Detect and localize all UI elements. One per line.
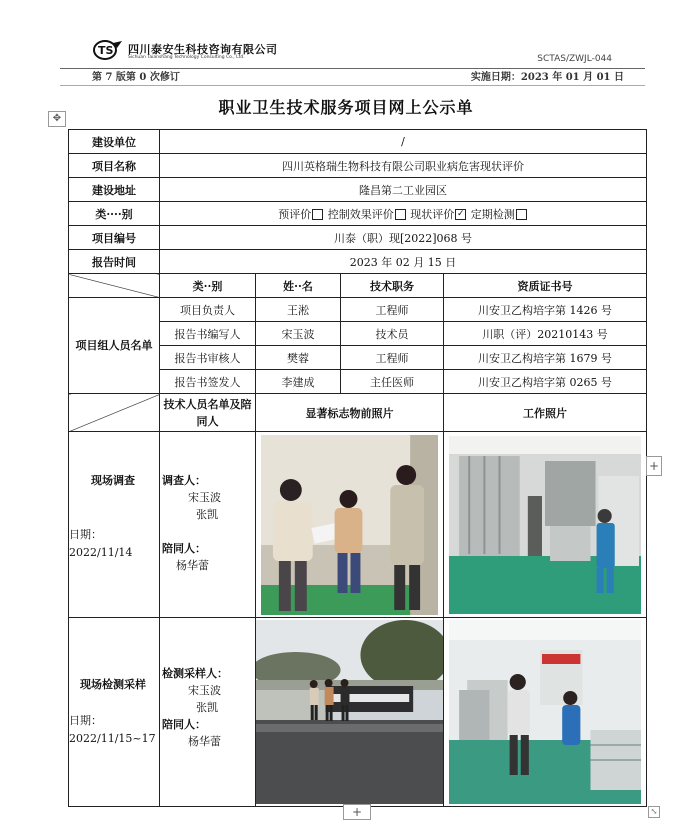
staff-role: 报告书审核人: [160, 346, 256, 370]
work-photo-sampling: [449, 620, 641, 804]
project-name-value: 四川英格瑞生物科技有限公司职业病危害现状评价: [160, 154, 647, 178]
samplers-label: 检测采样人：: [162, 667, 228, 680]
staff-title: 工程师: [341, 346, 444, 370]
work-photo-cell: [444, 618, 647, 807]
site-sampling-date-label: 日期：: [69, 714, 102, 727]
landmark-photo-sampling: [256, 620, 443, 804]
companion-name: 杨华蕾: [176, 559, 209, 572]
build-unit-value: /: [160, 130, 647, 154]
tech-staff-header: 技术人员名单及陪同人: [160, 394, 256, 432]
work-photo-survey: [449, 436, 641, 614]
investigators-label: 调查人：: [162, 474, 206, 487]
project-name-label: 项目名称: [69, 154, 160, 178]
cat-periodic-label: 定期检测: [470, 207, 515, 221]
staff-role: 报告书签发人: [160, 370, 256, 394]
sampler-name: 张凯: [196, 701, 218, 714]
site-survey-date-label: 日期：: [69, 528, 102, 541]
companion-label: 陪同人：: [162, 542, 206, 555]
table-resize-icon[interactable]: ⤡: [648, 806, 660, 818]
staff-name: 李建成: [256, 370, 341, 394]
cat-control-label: 控制效果评价: [327, 207, 394, 221]
report-time-value: 2023 年 02 月 15 日: [160, 250, 647, 274]
site-survey-label: 现场调查: [91, 474, 135, 487]
work-photo-cell: [444, 432, 647, 618]
row-project-name: [69, 154, 647, 178]
company-name-cn: 四川泰安生科技咨询有限公司: [128, 43, 278, 56]
sampler-name: 宋玉波: [188, 684, 221, 697]
add-row-icon[interactable]: +: [343, 804, 371, 820]
staff-header-title: 技术职务: [341, 274, 444, 298]
cat-status-checkbox-checked[interactable]: ✓: [456, 209, 465, 219]
landmark-photo-cell: [256, 432, 444, 618]
row-report-time: [69, 250, 647, 274]
row-site-survey: [69, 432, 647, 618]
investigator-name: 宋玉波: [188, 491, 221, 504]
header-rule-lower: [60, 85, 645, 86]
category-label: 类····别: [69, 202, 160, 226]
site-sampling-cell: [69, 618, 160, 807]
row-build-unit: [69, 130, 647, 154]
address-value: 隆昌第二工业园区: [160, 178, 647, 202]
row-category: [69, 202, 647, 226]
document-code: SCTAS/ZWJL-044: [537, 54, 612, 64]
staff-cert: 川安卫乙构培字第 1679 号: [444, 346, 647, 370]
page-title: 职业卫生技术服务项目网上公示单: [218, 98, 474, 117]
build-unit-label: 建设单位: [69, 130, 160, 154]
svg-text:TS: TS: [98, 44, 114, 57]
project-no-label: 项目编号: [69, 226, 160, 250]
site-survey-people: [160, 432, 256, 618]
site-sampling-people: [160, 618, 256, 807]
staff-group-label: 项目组人员名单: [69, 298, 160, 394]
site-sampling-date: 2022/11/15~17: [69, 732, 156, 745]
staff-name: 樊蓉: [256, 346, 341, 370]
cat-status-label: 现状评价: [410, 207, 455, 221]
staff-name: 宋玉波: [256, 322, 341, 346]
staff-title: 主任医师: [341, 370, 444, 394]
category-options: [160, 202, 647, 226]
site-survey-cell: [69, 432, 160, 618]
row-address: [69, 178, 647, 202]
companion-label: 陪同人：: [162, 718, 206, 731]
staff-header-name: 姓··名: [256, 274, 341, 298]
landmark-photo-cell: [256, 618, 444, 807]
companion-name: 杨华蕾: [188, 735, 221, 748]
landmark-photo-header: 显著标志物前照片: [256, 394, 444, 432]
diagonal-cell-2: [69, 394, 160, 432]
staff-title: 工程师: [341, 298, 444, 322]
staff-cert: 川安卫乙构培字第 0265 号: [444, 370, 647, 394]
revision-text: 第 7 版第 0 次修订: [92, 72, 180, 83]
row-project-no: [69, 226, 647, 250]
staff-role: 报告书编写人: [160, 322, 256, 346]
staff-row: [69, 298, 647, 322]
company-logo: [93, 39, 123, 61]
staff-name: 王淞: [256, 298, 341, 322]
company-name-en: Sichuan Taianshang Technology Consulting Co., Ltd.: [128, 55, 245, 60]
row-site-sampling: [69, 618, 647, 807]
address-label: 建设地址: [69, 178, 160, 202]
landmark-photo-survey: [261, 435, 438, 615]
cat-pre-checkbox[interactable]: [312, 209, 323, 220]
staff-header-cert: 资质证书号: [444, 274, 647, 298]
cat-periodic-checkbox[interactable]: [516, 209, 527, 220]
publicity-table: [68, 129, 647, 807]
cat-control-checkbox[interactable]: [395, 209, 406, 220]
table-move-handle-icon[interactable]: ✥: [48, 111, 66, 127]
implement-date: 实施日期：2023 年 01 月 01 日: [470, 72, 624, 83]
staff-header-role: 类··别: [160, 274, 256, 298]
row-photos-header: [69, 394, 647, 432]
project-no-value: 川泰（职）现[2022]068 号: [160, 226, 647, 250]
work-photo-header: 工作照片: [444, 394, 647, 432]
investigator-name: 张凯: [196, 508, 218, 521]
staff-cert: 川安卫乙构培字第 1426 号: [444, 298, 647, 322]
row-staff-header: [69, 274, 647, 298]
staff-cert: 川职（评）20210143 号: [444, 322, 647, 346]
staff-title: 技术员: [341, 322, 444, 346]
add-column-icon[interactable]: +: [646, 456, 662, 476]
diagonal-cell: [69, 274, 160, 298]
site-survey-date: 2022/11/14: [69, 546, 133, 559]
cat-pre-label: 预评价: [278, 207, 312, 221]
site-sampling-label: 现场检测采样: [80, 678, 146, 691]
staff-role: 项目负责人: [160, 298, 256, 322]
report-time-label: 报告时间: [69, 250, 160, 274]
